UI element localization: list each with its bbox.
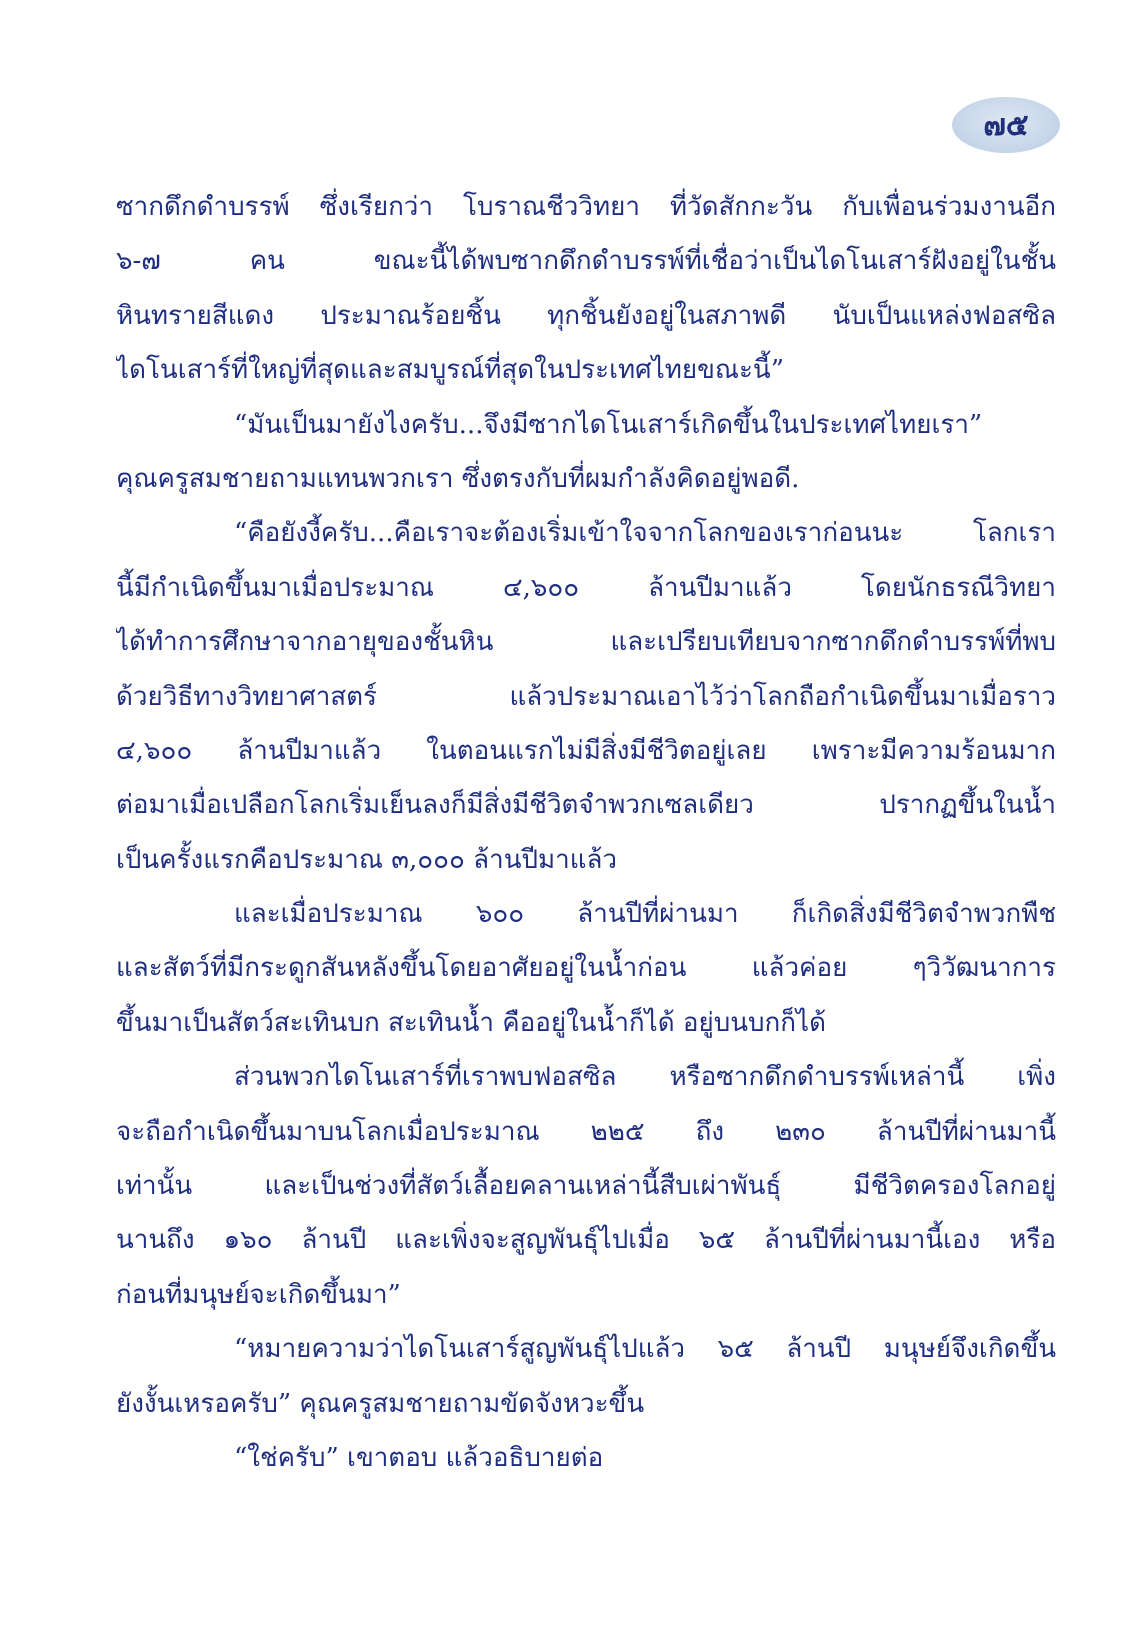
text-line: เป็นครั้งแรกคือประมาณ ๓,๐๐๐ ล้านปีมาแล้ว xyxy=(116,844,617,875)
text-line: ยังงั้นเหรอครับ” คุณครูสมชายถามขัดจังหวะขึ้น xyxy=(116,1388,645,1419)
text-line: ซากดึกดำบรรพ์ ซึ่งเรียกว่า โบราณชีววิทยา ที่วัดสักกะวัน กับเพื่อนร่วมงานอีก xyxy=(116,192,1056,222)
page-number-badge xyxy=(952,97,1060,153)
text-line: “คือยังงี้ครับ...คือเราจะต้องเริ่มเข้าใจจากโลกของเราก่อนนะ โลกเรา xyxy=(234,518,1056,549)
text-line: ขึ้นมาเป็นสัตว์สะเทินบก สะเทินน้ำ คืออยู่ในน้ำก็ได้ อยู่บนบกก็ได้ xyxy=(116,1007,826,1038)
body-text xyxy=(116,180,1056,1485)
text-line: ๖-๗ คน ขณะนี้ได้พบซากดึกดำบรรพ์ที่เชื่อว่าเป็นไดโนเสาร์ฝังอยู่ในชั้น xyxy=(116,246,1056,277)
text-line: และสัตว์ที่มีกระดูกสันหลังขึ้นโดยอาศัยอยู่ในน้ำก่อน แล้วค่อย ๆวิวัฒนาการ xyxy=(116,953,1056,984)
text-line: ก่อนที่มนุษย์จะเกิดขึ้นมา” xyxy=(116,1279,401,1310)
page-number: ๗๕ xyxy=(983,107,1029,143)
text-line: จะถือกำเนิดขึ้นมาบนโลกเมื่อประมาณ ๒๒๕ ถึง ๒๓๐ ล้านปีที่ผ่านมานี้ xyxy=(116,1116,1056,1147)
text-line: ต่อมาเมื่อเปลือกโลกเริ่มเย็นลงก็มีสิ่งมีชีวิตจำพวกเซลเดียว ปรากฏขึ้นในน้ำ xyxy=(116,790,1056,821)
text-line: เท่านั้น และเป็นช่วงที่สัตว์เลื้อยคลานเหล่านี้สืบเผ่าพันธุ์ มีชีวิตครองโลกอยู่ xyxy=(116,1171,1056,1202)
text-line: ไดโนเสาร์ที่ใหญ่ที่สุดและสมบูรณ์ที่สุดในประเทศไทยขณะนี้” xyxy=(116,355,784,386)
text-line: ส่วนพวกไดโนเสาร์ที่เราพบฟอสซิล หรือซากดึกดำบรรพ์เหล่านี้ เพิ่ง xyxy=(234,1062,1056,1093)
text-line: นี้มีกำเนิดขึ้นมาเมื่อประมาณ ๔,๖๐๐ ล้านปีมาแล้ว โดยนักธรณีวิทยา xyxy=(116,572,1056,603)
text-line: “มันเป็นมายังไงครับ...จึงมีซากไดโนเสาร์เกิดขึ้นในประเทศไทยเรา” xyxy=(234,409,983,440)
text-line: ๔,๖๐๐ ล้านปีมาแล้ว ในตอนแรกไม่มีสิ่งมีชีวิตอยู่เลย เพราะมีความร้อนมาก xyxy=(116,735,1056,766)
text-line: “ใช่ครับ” เขาตอบ แล้วอธิบายต่อ xyxy=(234,1442,604,1473)
text-line: “หมายความว่าไดโนเสาร์สูญพันธุ์ไปแล้ว ๖๕ ล้านปี มนุษย์จึงเกิดขึ้น xyxy=(234,1334,1056,1365)
text-line: นานถึง ๑๖๐ ล้านปี และเพิ่งจะสูญพันธุ์ไปเมื่อ ๖๕ ล้านปีที่ผ่านมานี้เอง หรือ xyxy=(116,1225,1056,1256)
text-line: ได้ทำการศึกษาจากอายุของชั้นหิน และเปรียบเทียบจากซากดึกดำบรรพ์ที่พบ xyxy=(116,627,1056,658)
text-line: และเมื่อประมาณ ๖๐๐ ล้านปีที่ผ่านมา ก็เกิดสิ่งมีชีวิตจำพวกพืช xyxy=(234,899,1056,930)
text-line: ด้วยวิธีทางวิทยาศาสตร์ แล้วประมาณเอาไว้ว่าโลกถือกำเนิดขึ้นมาเมื่อราว xyxy=(116,681,1056,712)
text-line: หินทรายสีแดง ประมาณร้อยชิ้น ทุกชิ้นยังอยู่ในสภาพดี นับเป็นแหล่งฟอสซิล xyxy=(116,300,1056,331)
text-line: คุณครูสมชายถามแทนพวกเรา ซึ่งตรงกับที่ผมกำลังคิดอยู่พอดี. xyxy=(116,463,800,494)
